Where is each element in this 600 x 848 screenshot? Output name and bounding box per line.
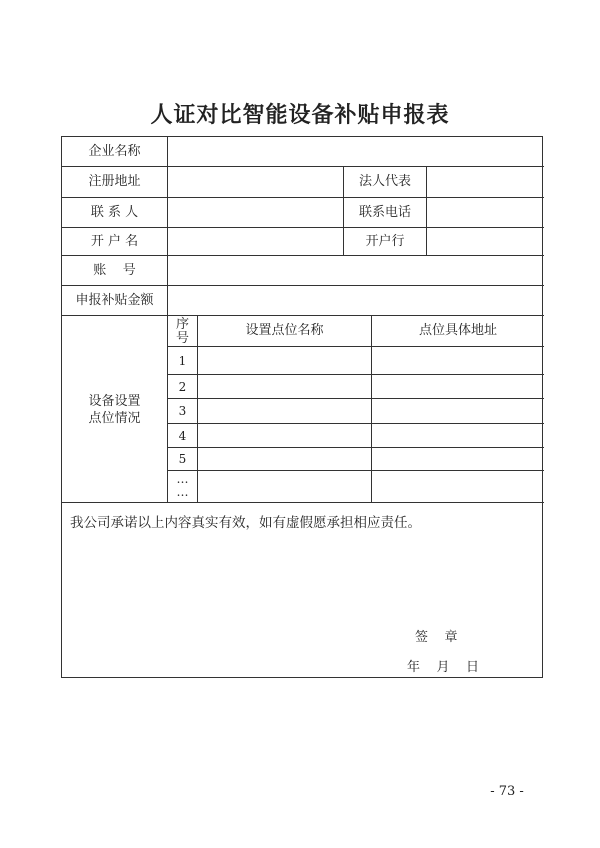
- row-number: 1: [178, 354, 187, 368]
- subsidy-amount-field[interactable]: [168, 286, 543, 314]
- company-name-label: 企业名称: [88, 144, 141, 159]
- subsidy-application-form: [61, 136, 543, 678]
- seal-label: 签 章: [415, 630, 458, 645]
- row-number: 5: [178, 452, 187, 466]
- row-number: 3: [178, 404, 187, 418]
- reg-address-field[interactable]: [168, 167, 342, 196]
- row-number: … …: [176, 472, 189, 499]
- date-label: 年 月 日: [407, 660, 480, 675]
- col-header-point-address: 点位具体地址: [418, 323, 497, 338]
- page-number: - 73 -: [490, 784, 524, 799]
- device-section-label: 设备设置 点位情况: [88, 394, 141, 426]
- bank-field[interactable]: [427, 228, 543, 254]
- col-header-seq: 序 号: [175, 317, 189, 346]
- legal-rep-field[interactable]: [427, 167, 543, 196]
- account-no-field[interactable]: [168, 256, 543, 284]
- subsidy-amount-label: 申报补贴金额: [75, 293, 154, 308]
- legal-rep-label: 法人代表: [358, 174, 411, 189]
- bank-label: 开户行: [365, 234, 405, 249]
- row-number: 2: [178, 380, 187, 394]
- account-name-field[interactable]: [168, 228, 342, 254]
- contact-field[interactable]: [168, 198, 342, 226]
- account-no-label: 账 号: [93, 263, 136, 278]
- company-name-field[interactable]: [168, 138, 543, 165]
- row-number: 4: [178, 429, 187, 443]
- account-name-label: 开 户 名: [90, 234, 139, 249]
- form-title: 人证对比智能设备补贴申报表: [150, 102, 450, 128]
- col-header-point-name: 设置点位名称: [245, 323, 324, 338]
- declaration-text: 我公司承诺以上内容真实有效，如有虚假愿承担相应责任。: [70, 515, 421, 531]
- reg-address-label: 注册地址: [88, 174, 141, 189]
- contact-phone-field[interactable]: [427, 198, 543, 226]
- contact-label: 联 系 人: [90, 205, 139, 220]
- contact-phone-label: 联系电话: [358, 205, 411, 220]
